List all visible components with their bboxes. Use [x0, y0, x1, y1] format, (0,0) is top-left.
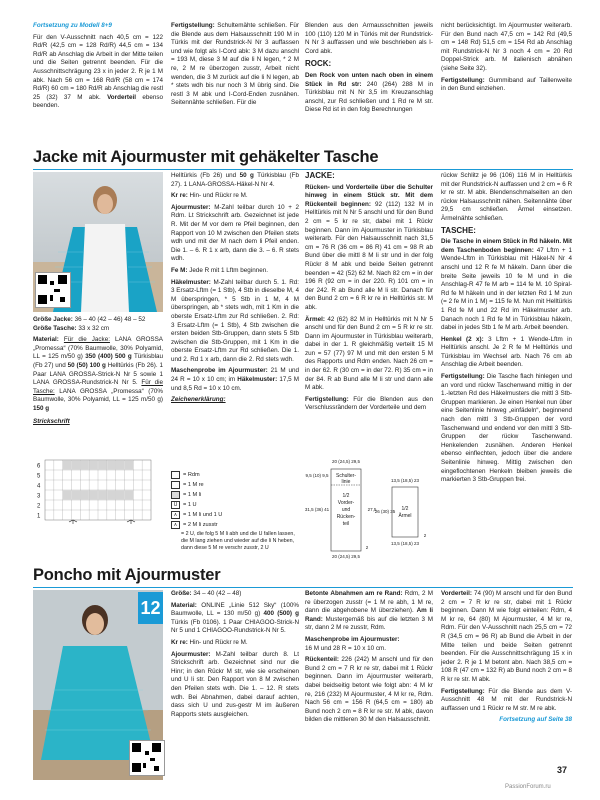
poncho-rule	[33, 587, 573, 588]
chart-cell-purl	[116, 460, 124, 469]
continued-note: Fortsetzung auf Seite 38	[499, 716, 572, 724]
schematic-body-label-1: linie	[341, 479, 351, 485]
schematic-body-label-2: 1/2	[342, 493, 350, 499]
legend-row: ∧ = 1 M li und 1 U	[171, 511, 299, 519]
chart-cell-purl	[81, 490, 89, 499]
chart-row-label: 1	[37, 513, 41, 520]
page-number: 37	[557, 765, 568, 775]
jacke-heading: JACKE:	[305, 171, 335, 180]
schematic-body-label-6: teil	[342, 521, 350, 527]
jacket-col-3: JACKE: Rücken- und Vorderteile über die Schulter hinweg in einem Stück str. Mit dem Rückenteil beginnen: 92 (112) 132 M in Helltürkis mit N Nr 5 anschl und für den Bund 2 cm = 5 kr re str, dabei mit 1 Rückr beginnen. Dann im Ajourmuster in Türkisblau weiterarb. Für den Halsausschnitt nach 31,5 cm = 76 R (36 cm = 86 R) 41 cm = 98 R ab Bund über die mittl 8 M li str und in der folg Rückr 8 M abk und beide Seiten getrennt beenden = 42 (52) 62 M. Nach 82 cm = in der 196 R (92 cm = in der 220. R) 101 cm = in der 242. R ab Bund alle M li str. Danach für den Bund 2 cm = 6 R kr re in Helltürkis str. M abk. Ärmel: 42 (62) 82 M in Helltürkis mit N Nr 5 anschl und für den Bund 2 cm = 5 R kr re str. Dann im Ajourmuster in Türkisblau weiterarb, dabei in der 1. R gleichmäßig verteilt 15 M zun = 57 (77) 97 M und mit den ersten 5 M des Rapports und Rdm enden. Nach 26 cm = in der 62. R (30 cm = in der 72. R) 35 cm = in der 84. R ab Bund alle M li str und dann alle M abk. Fertigstellung: Für die Blenden aus den Verschlussrändern der Vorderteile und dem	[305, 171, 434, 412]
legend-row: = Rdm	[171, 471, 299, 479]
schematic-body-label-3: Vorder-	[337, 500, 355, 506]
sleeve-top: 13,5 (18,5) 23	[390, 478, 420, 483]
chart-cell-purl	[125, 490, 133, 499]
poncho-title: Poncho mit Ajourmuster	[33, 566, 221, 584]
chart-row-label: 3	[37, 493, 41, 500]
poncho-badge: 12	[138, 592, 163, 624]
dim-bottom: 20 (24,5) 29,5	[331, 554, 361, 559]
fert-label: Fertigstellung:	[171, 22, 215, 29]
chart-cell-purl	[98, 490, 106, 499]
tasche-heading: TASCHE:	[441, 225, 476, 235]
top-col-2: Fertigstellung: Schultemähte schließen. Für die Blende aus dem Halsausschnitt 190 M in Türkis mit der Rundstrick-N Nr 3 auffassen und wie folgt als I-Cord abk: 3 M dazu anschl = 193 M, diese 3 M auf die li N legen, * 2 M re, 2 M re überzogen zusstr, Arbeit nicht wenden, die 3 M zurück auf die li N legen, ab * stets wdh bis nur noch 3 M übrig sind. Die restl 3 M abk und I-Cord-Enden zusnähen. Seitennähte schließen. Für die	[171, 22, 300, 107]
schematic-body-label-4: und	[341, 507, 351, 513]
top-col-3: Blenden aus den Armausschnitten jeweils 100 (110) 120 M in Türkis mit der Rundstrick-N Nr 3 auffassen und wie beschrieben als I-Cord abk. ROCK: Den Rock von unten nach oben in einem Stück in Rd str: 240 (264) 288 M in Türkisblau mit N Nr 3,5 im Kreuzanschlag anschl, zur Rd schließen und 1 Rd re M str. Diese Rd ist in den folg Berechnungen	[305, 22, 433, 114]
schematic-body-label-5: Rücken-	[336, 514, 356, 520]
chart-row-label: 6	[37, 463, 41, 470]
jacket-qr-code	[35, 272, 71, 308]
chart-cell-purl	[63, 460, 71, 469]
dim-right: 27,5	[367, 507, 377, 512]
schematic-drawing	[305, 455, 433, 561]
legend-row: ∧ = 2 M li zusstr	[171, 521, 299, 529]
chart-title: Strickschrift	[33, 417, 70, 425]
dim-top: 20 (24,5) 29,5	[331, 459, 361, 464]
chart-row-label: 2	[37, 503, 41, 510]
garment-schematic	[305, 455, 433, 561]
chart-row-label: 5	[37, 473, 41, 480]
chart-cell-purl	[107, 490, 115, 499]
chart-cell-purl	[89, 460, 97, 469]
sleeve-mid: 26 (30) 35	[374, 509, 396, 514]
credit-watermark: PassionForum.ru	[505, 784, 551, 790]
poncho-col-4: Vorderteil: 74 (90) M anschl und für den Bund 2 cm = 7 R kr re str, dabei mit 1 Rückr beginnen. Dann M wie folgt einteilen: Rdm, 4 M kr re, 64 (80) M Ajourmuster, 4 M kr re, Rdm. Für den V-Ausschnitt nach 25,5 cm = 72 R (34,5 cm = 96 R) ab Bund die Arbeit in der Mitte teilen und beide Seiten getrennt beenden. Für die Ausschnittschrägung 15 x in jeder 2. R je 1 M betont abn. Nach 38,5 cm = 108 R (47 cm = 132 R) ab Bund noch 2 cm = 8 R kr re str. M abk. Fertigstellung: Für die Blende aus dem V-Ausschnitt 48 M mit der Rundstrick-N auffassen und 1 Rückr re M str. M re abk. Fortsetzung auf Seite 38	[441, 590, 572, 724]
legend-title: Zeichenerklärung:	[171, 396, 226, 404]
chart-cell-purl	[107, 460, 115, 469]
jacket-col-4: rückw Schlitz je 96 (106) 116 M in Helltürkis mit der Rundstrick-N auffassen und 2 cm = 6 R kr re str. M abk. Blendenschmalseiten an den rückw Halsausschnitt nähen. Seitennähte über 29,5 cm schließen. Ärmel einsetzen. Ärmelnähte schließen. TASCHE: Die Tasche in einem Stück in Rd häkeln. Mit dem Taschenboden beginnen: 47 Lftm + 1 Wende-Lftm in Türkisblau mit Häkel-N Nr 4 anschl und 12 R fe M häkeln. Dann über die breite Seite jeweils 10 fe M und in die Anschlag-R 47 fe M arb = 114 fe M. 10 Spiral-Rd fe M häkeln und in der letzten Rd 1 M zun (= 2 fe M in 1 M) = 115 fe M. Nun mit Helltürkis 1 Rd fe M und 22 Rd im Häkelmuster arb. Danach noch 1 Rd fe M in Türkisblau häkeln, dabei in jedes Stb 1 fe M arb. Arbeit beenden. Henkel (2 x): 3 Lftm + 1 Wende-Lftm in Helltürkis anschl. Je 2 R fe M Helltürkis und Türkisblau im Wechsel arb. Nach 76 cm ab Anschlag die Arbeit beenden. Fertigstellung: Die Tasche flach hinlegen und an vord und rückw Taschenwand mittig in der 1.-letzten Rd des Häkelmusters die mittl 3 Stb-Gruppen markieren. Je einen Henkel nun über eine Seitenlinie hinweg „einfädeln“, beginnend nach den mittl 3 Stb-Gruppen der vord Taschenwand und endend vor den mittl 3 Stb-Gruppen der rückw Taschenwand. Henkelenden zusnähen. Anderen Henkel ebenso einflechten, jedoch über die andere Seitenlinie hinweg. Mittig zwischen den eingeflochtenen Henkeln bleiben jeweils die markierten 3 Stb-Gruppen frei.	[441, 172, 573, 484]
chart-row-label: 4	[37, 483, 41, 490]
chart-cell-purl	[125, 460, 133, 469]
schematic-sleeve-label-0: 1/2	[401, 506, 409, 512]
chart-cell-purl	[63, 490, 71, 499]
legend-note: = 2 U, die folg 5 M li abh und die U fallen lassen, die M lang ziehen und wieder auf die li N heben, dann diese 5 M re verschr zusstr, 2 U	[181, 531, 295, 551]
legend-row: = 1 M li	[171, 491, 299, 499]
jacket-rule	[33, 169, 573, 170]
top-col-1: Fortsetzung zu Modell 8+9 Für den V-Ausschnitt nach 40,5 cm = 122 Rd/R (42,5 cm = 128 Rd/R) 44,5 cm = 134 Rd/R ab Anschlag die Arbeit in der Mitte teilen und die Seiten getrennt beenden. Für die Ausschnittschrägung 23 x in jeder 2. R je 1 M abk. Nach 56 cm = 168 Rd/R (58 cm = 174 Rd/R) 60 cm = 180 Rd/R ab Anschlag die restl 25 (32) 37 M abk. Vorderteil ebenso beenden.	[33, 22, 164, 110]
dim-left: 9,5 (10) 9,5	[305, 473, 329, 478]
knitting-chart	[33, 456, 163, 528]
sleeve-cuff: 2	[423, 533, 427, 538]
jacket-title: Jacke mit Ajourmuster mit gehäkelter Tasche	[33, 148, 379, 166]
poncho-col-3: Betonte Abnahmen am re Rand: Rdm, 2 M re überzogen zusstr (= 1 M re abh, 1 M re, dann die abgehobene M überziehen). Am li Rand: Mustergemäß bis auf die letzten 3 M str, dann 2 M re zusstr, Rdm. Maschenprobe im Ajourmuster: 16 M und 28 R = 10 x 10 cm. Rückenteil: 226 (242) M anschl und für den Bund 2 cm = 7 R kr re str, dabei mit 1 Rückr beginnen. Dann im Ajourmuster weiterarb, dabei beidseitig betont wie folgt abn: 4 M kr re, 216 (232) M Ajourmuster, 4 M kr re, Rdm. Nach 56 cm = 156 R (64,5 cm = 180) ab Bund noch 2 cm = 8 R kr re str. M abk, davon bilden die mittleren 30 M den Halsausschnitt.	[305, 590, 434, 724]
top-col1-text: Für den V-Ausschnitt nach 40,5 cm = 122 Rd/R (42,5 cm = 128 Rd/R) 44,5 cm = 134 Rd/R ab Anschlag die Arbeit in der Mitte teilen und die Seiten getrennt beenden. Für die Ausschnittschrägung 23 x in jeder 2. R je 1 M abk. Nach 56 cm = 168 Rd/R (58 cm = 174 Rd/R) 60 cm = 180 Rd/R ab Anschlag die restl 25 (32) 37 M abk.	[33, 33, 163, 101]
sleeve-bot: 13,5 (18,5) 23	[390, 541, 420, 546]
dim-mid: 31,5 (36) 41	[305, 507, 330, 512]
top-col-4: nicht berücksichtigt. Im Ajourmuster weiterarb. Für den Bund nach 47,5 cm = 142 Rd (49,5 cm = 148 Rd) 51,5 cm = 154 Rd ab Anschlag mit Rundstrick-N Nr 3 noch 4 cm = 20 Rd Doppel-Strick arb. M italienisch abnähen (siehe Seite 32). Fertigstellung: Gummiband auf Taillenweite in den Bund einziehen.	[441, 22, 572, 93]
continuation-title: Fortsetzung zu Modell 8+9	[33, 22, 112, 29]
chart-arrow-right-icon	[127, 520, 135, 524]
chart-cell-purl	[81, 460, 89, 469]
chart-cell-purl	[116, 490, 124, 499]
poncho-qr-code	[129, 740, 165, 776]
legend-row: U = 1 U	[171, 501, 299, 509]
body-hem: 2	[365, 545, 369, 550]
jacket-col-2: Helltürkis (Fb 26) und 50 g Türkisblau (Fb 27). 1 LANA-GROSSA-Häkel-N Nr 4. Kr re: Hin- und Rückr re M. Ajourmuster: M-Zahl teilbar durch 10 + 2 Rdm. Lt Strickschrift arb. Gezeichnet ist jede R. Mit der M vor dem re Pfeil beginnen, den Rapport von 10 M zwischen den Pfeilen stets wdh und mit der M nach dem li Pfeil enden. Die 1. – 6. R 1 x arb, dann die 3. – 6. R stets wdh. Fe M: Jede R mit 1 Lftm beginnen. Häkelmuster: M-Zahl teilbar durch 5. 1. Rd: 3 Ersatz-Lftm (= 1 Stb), 4 Stb in dieselbe M, 4 M überspringen, * 5 Stb in 1 M, 4 M überspringen, ab * stets wdh, mit 1 Km in die oberste Ersatz-Lftm zur Rd schließen. 2. Rd: 3 Ersatz-Lftm (= 1 Stb), 4 Stb zwischen die ersten beiden Stb-Gruppen, dann stets 5 Stb zwischen die Stb-Gruppen, mit 1 Km in die oberste Ersatz-Lftm zur Rd schließen. Die 1. und 2. Rd 1 x arb, dann die 2. Rd stets wdh. Maschenprobe im Ajourmuster: 21 M und 24 R = 10 x 10 cm; im Häkelmuster: 17,5 M und 8,5 Rd = 10 x 10 cm. Zeichenerklärung:	[171, 172, 300, 404]
chart-arrow-left-icon	[69, 520, 77, 524]
chart-cell-purl	[72, 490, 80, 499]
knitting-chart-grid	[33, 456, 163, 528]
chart-cell-purl	[72, 460, 80, 469]
schematic-body-label-0: Schulter-	[335, 473, 357, 479]
chart-cell-purl	[89, 490, 97, 499]
chart-legend	[171, 471, 299, 551]
legend-row: = 1 M re	[171, 481, 299, 489]
poncho-col-2: Größe: 34 – 40 (42 – 48) Material: ONLINE „Linie 512 Sky“ (100% Baumwolle, LL = 130 m/50 g) 400 (500) g Türkis (Fb 0106). 1 Paar CHIAGOO-Strick-N Nr 5 und 1 CHIAGOO-Rundstrick-N Nr 5. Kr re: Hin- und Rückr re M. Ajourmuster: M-Zahl teilbar durch 8. Lt Strickschrift arb. Gezeichnet sind nur die Hinr; in den Rückr M str, wie sie erscheinen und U li str. Den Rapport von 8 M zwischen den Pfeilen stets wdh. Die 1. – 12. R stets wdh. Bei Abnahmen, dabei darauf achten, dass sich U und zus-gestr M im äußeren Rapports stets ausgleichen.	[171, 590, 299, 718]
rock-heading: ROCK:	[305, 59, 332, 69]
chart-cell-purl	[98, 460, 106, 469]
jacket-col-1: Größe Jacke: 36 – 40 (42 – 46) 48 – 52 Größe Tasche: 33 x 32 cm Material: Für die Jacke: LANA GROSSA „Promessa“ (70% Baumwolle, 30% Polyamid, LL = 125 m/50 g) 350 (400) 500 g Türkisblau (Fb 27) und 50 (50) 100 g Helltürkis (Fb 26). 1 Paar LANA GROSSA-Strick-N Nr 5 sowie 1 LANA GROSSA-Rundstrick-N Nr 5. Für die Tasche: LANA GROSSA „Promessa“ (70% Baumwolle, 30% Polyamid, LL = 125 m/50 g) 150 g Strickschrift	[33, 316, 164, 425]
schematic-sleeve-label-1: Ärmel	[398, 513, 412, 519]
